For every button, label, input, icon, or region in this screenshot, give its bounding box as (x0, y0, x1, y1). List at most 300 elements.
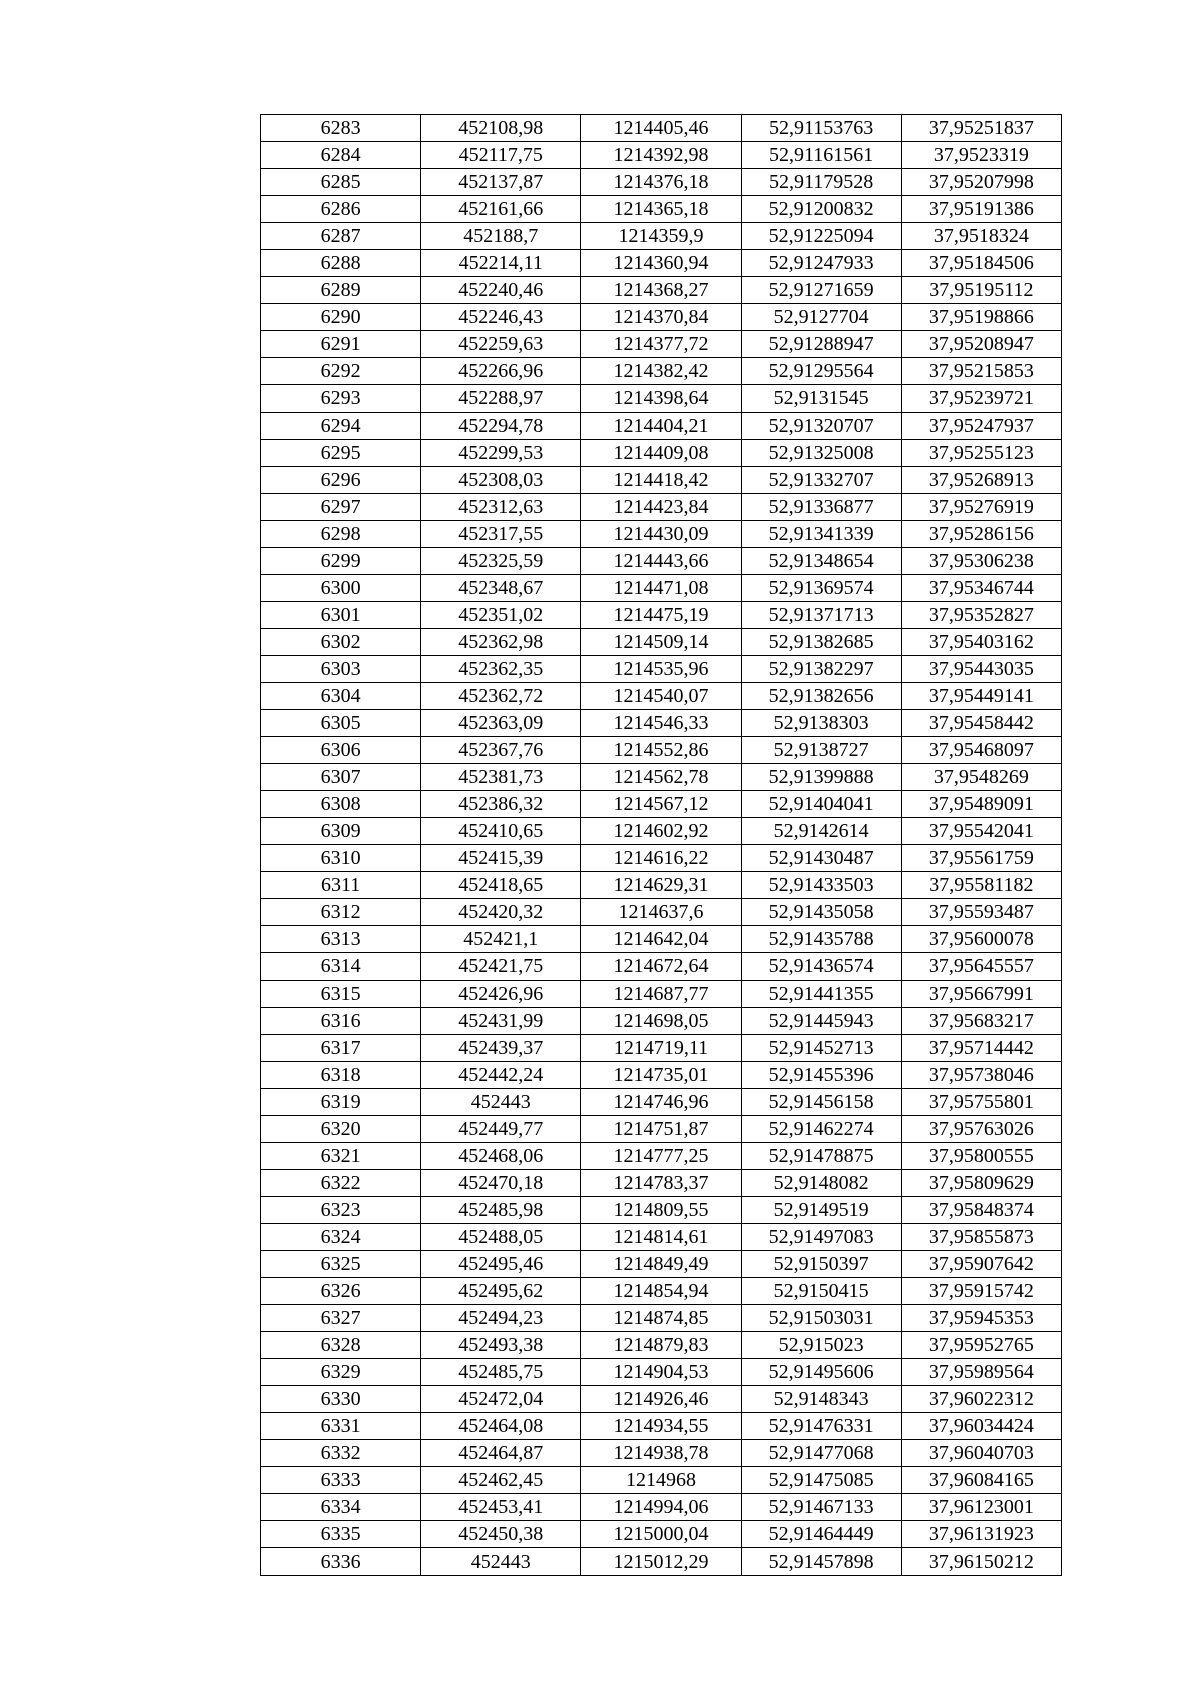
y-coordinate-cell: 1214552,86 (581, 737, 741, 764)
point-number-cell: 6322 (261, 1169, 421, 1196)
point-number-cell: 6310 (261, 845, 421, 872)
table-row (261, 250, 1062, 277)
longitude-cell: 37,95489091 (901, 791, 1061, 818)
table-row (261, 115, 1062, 142)
y-coordinate-cell: 1214562,78 (581, 764, 741, 791)
latitude-cell: 52,91452713 (741, 1034, 901, 1061)
point-number-cell: 6309 (261, 818, 421, 845)
longitude-cell: 37,95215853 (901, 358, 1061, 385)
point-number-cell: 6299 (261, 547, 421, 574)
table-row (261, 358, 1062, 385)
point-number-cell: 6324 (261, 1223, 421, 1250)
y-coordinate-cell: 1214376,18 (581, 169, 741, 196)
y-coordinate-cell: 1214874,85 (581, 1305, 741, 1332)
latitude-cell: 52,91404041 (741, 791, 901, 818)
table-row (261, 1521, 1062, 1548)
point-number-cell: 6319 (261, 1088, 421, 1115)
y-coordinate-cell: 1214809,55 (581, 1196, 741, 1223)
longitude-cell: 37,95848374 (901, 1196, 1061, 1223)
longitude-cell: 37,95239721 (901, 385, 1061, 412)
x-coordinate-cell: 452381,73 (421, 764, 581, 791)
latitude-cell: 52,91200832 (741, 196, 901, 223)
point-number-cell: 6283 (261, 115, 421, 142)
latitude-cell: 52,91456158 (741, 1088, 901, 1115)
longitude-cell: 37,95208947 (901, 331, 1061, 358)
y-coordinate-cell: 1214540,07 (581, 682, 741, 709)
x-coordinate-cell: 452485,98 (421, 1196, 581, 1223)
longitude-cell: 37,95952765 (901, 1332, 1061, 1359)
y-coordinate-cell: 1214849,49 (581, 1250, 741, 1277)
x-coordinate-cell: 452410,65 (421, 818, 581, 845)
x-coordinate-cell: 452362,72 (421, 682, 581, 709)
y-coordinate-cell: 1214430,09 (581, 520, 741, 547)
point-number-cell: 6290 (261, 304, 421, 331)
latitude-cell: 52,9148343 (741, 1386, 901, 1413)
x-coordinate-cell: 452362,98 (421, 628, 581, 655)
x-coordinate-cell: 452259,63 (421, 331, 581, 358)
point-number-cell: 6301 (261, 601, 421, 628)
point-number-cell: 6311 (261, 872, 421, 899)
latitude-cell: 52,91430487 (741, 845, 901, 872)
longitude-cell: 37,95346744 (901, 574, 1061, 601)
point-number-cell: 6327 (261, 1305, 421, 1332)
x-coordinate-cell: 452442,24 (421, 1061, 581, 1088)
longitude-cell: 37,95989564 (901, 1359, 1061, 1386)
point-number-cell: 6291 (261, 331, 421, 358)
point-number-cell: 6294 (261, 412, 421, 439)
latitude-cell: 52,91478875 (741, 1142, 901, 1169)
longitude-cell: 37,95352827 (901, 601, 1061, 628)
x-coordinate-cell: 452266,96 (421, 358, 581, 385)
point-number-cell: 6314 (261, 953, 421, 980)
point-number-cell: 6323 (261, 1196, 421, 1223)
latitude-cell: 52,91435788 (741, 926, 901, 953)
latitude-cell: 52,91464449 (741, 1521, 901, 1548)
latitude-cell: 52,91371713 (741, 601, 901, 628)
y-coordinate-cell: 1214629,31 (581, 872, 741, 899)
table-row (261, 1548, 1062, 1575)
point-number-cell: 6332 (261, 1440, 421, 1467)
table-row (261, 1440, 1062, 1467)
point-number-cell: 6334 (261, 1494, 421, 1521)
point-number-cell: 6321 (261, 1142, 421, 1169)
longitude-cell: 37,95645557 (901, 953, 1061, 980)
y-coordinate-cell: 1214377,72 (581, 331, 741, 358)
y-coordinate-cell: 1214751,87 (581, 1115, 741, 1142)
table-row (261, 277, 1062, 304)
latitude-cell: 52,91467133 (741, 1494, 901, 1521)
x-coordinate-cell: 452246,43 (421, 304, 581, 331)
x-coordinate-cell: 452386,32 (421, 791, 581, 818)
x-coordinate-cell: 452362,35 (421, 655, 581, 682)
latitude-cell: 52,91247933 (741, 250, 901, 277)
y-coordinate-cell: 1214746,96 (581, 1088, 741, 1115)
x-coordinate-cell: 452472,04 (421, 1386, 581, 1413)
table-row (261, 1007, 1062, 1034)
longitude-cell: 37,9518324 (901, 223, 1061, 250)
point-number-cell: 6312 (261, 899, 421, 926)
table-row (261, 845, 1062, 872)
table-row (261, 899, 1062, 926)
longitude-cell: 37,95306238 (901, 547, 1061, 574)
y-coordinate-cell: 1214854,94 (581, 1278, 741, 1305)
point-number-cell: 6303 (261, 655, 421, 682)
y-coordinate-cell: 1214382,42 (581, 358, 741, 385)
longitude-cell: 37,95855873 (901, 1223, 1061, 1250)
table-row (261, 1250, 1062, 1277)
y-coordinate-cell: 1214535,96 (581, 655, 741, 682)
x-coordinate-cell: 452426,96 (421, 980, 581, 1007)
table-row (261, 953, 1062, 980)
table-row (261, 169, 1062, 196)
point-number-cell: 6287 (261, 223, 421, 250)
y-coordinate-cell: 1214365,18 (581, 196, 741, 223)
table-row (261, 520, 1062, 547)
y-coordinate-cell: 1214777,25 (581, 1142, 741, 1169)
latitude-cell: 52,91271659 (741, 277, 901, 304)
y-coordinate-cell: 1214879,83 (581, 1332, 741, 1359)
x-coordinate-cell: 452108,98 (421, 115, 581, 142)
y-coordinate-cell: 1214616,22 (581, 845, 741, 872)
point-number-cell: 6307 (261, 764, 421, 791)
longitude-cell: 37,96150212 (901, 1548, 1061, 1575)
table-row (261, 1359, 1062, 1386)
latitude-cell: 52,9127704 (741, 304, 901, 331)
table-row (261, 1278, 1062, 1305)
table-row (261, 980, 1062, 1007)
point-number-cell: 6296 (261, 466, 421, 493)
y-coordinate-cell: 1214719,11 (581, 1034, 741, 1061)
point-number-cell: 6329 (261, 1359, 421, 1386)
table-row (261, 1142, 1062, 1169)
table-row (261, 872, 1062, 899)
point-number-cell: 6320 (261, 1115, 421, 1142)
table-row (261, 1413, 1062, 1440)
table-row (261, 1061, 1062, 1088)
latitude-cell: 52,91369574 (741, 574, 901, 601)
point-number-cell: 6336 (261, 1548, 421, 1575)
y-coordinate-cell: 1214637,6 (581, 899, 741, 926)
longitude-cell: 37,95443035 (901, 655, 1061, 682)
x-coordinate-cell: 452495,62 (421, 1278, 581, 1305)
y-coordinate-cell: 1214418,42 (581, 466, 741, 493)
x-coordinate-cell: 452288,97 (421, 385, 581, 412)
table-row (261, 142, 1062, 169)
x-coordinate-cell: 452137,87 (421, 169, 581, 196)
longitude-cell: 37,95714442 (901, 1034, 1061, 1061)
point-number-cell: 6298 (261, 520, 421, 547)
longitude-cell: 37,95276919 (901, 493, 1061, 520)
point-number-cell: 6289 (261, 277, 421, 304)
point-number-cell: 6292 (261, 358, 421, 385)
longitude-cell: 37,9548269 (901, 764, 1061, 791)
table-row (261, 655, 1062, 682)
latitude-cell: 52,9138303 (741, 710, 901, 737)
point-number-cell: 6285 (261, 169, 421, 196)
latitude-cell: 52,91503031 (741, 1305, 901, 1332)
coordinates-table-body (261, 115, 1062, 1576)
longitude-cell: 37,95800555 (901, 1142, 1061, 1169)
table-row (261, 1034, 1062, 1061)
table-row (261, 223, 1062, 250)
longitude-cell: 37,95268913 (901, 466, 1061, 493)
x-coordinate-cell: 452470,18 (421, 1169, 581, 1196)
x-coordinate-cell: 452240,46 (421, 277, 581, 304)
latitude-cell: 52,91332707 (741, 466, 901, 493)
x-coordinate-cell: 452494,23 (421, 1305, 581, 1332)
point-number-cell: 6286 (261, 196, 421, 223)
y-coordinate-cell: 1214368,27 (581, 277, 741, 304)
x-coordinate-cell: 452348,67 (421, 574, 581, 601)
longitude-cell: 37,95184506 (901, 250, 1061, 277)
x-coordinate-cell: 452418,65 (421, 872, 581, 899)
latitude-cell: 52,91382297 (741, 655, 901, 682)
coordinates-table (260, 114, 1062, 1576)
y-coordinate-cell: 1214994,06 (581, 1494, 741, 1521)
point-number-cell: 6318 (261, 1061, 421, 1088)
longitude-cell: 37,95247937 (901, 412, 1061, 439)
y-coordinate-cell: 1214672,64 (581, 953, 741, 980)
table-row (261, 1223, 1062, 1250)
point-number-cell: 6325 (261, 1250, 421, 1277)
table-row (261, 547, 1062, 574)
table-row (261, 196, 1062, 223)
y-coordinate-cell: 1214735,01 (581, 1061, 741, 1088)
longitude-cell: 37,95198866 (901, 304, 1061, 331)
x-coordinate-cell: 452495,46 (421, 1250, 581, 1277)
x-coordinate-cell: 452421,1 (421, 926, 581, 953)
latitude-cell: 52,91399888 (741, 764, 901, 791)
table-row (261, 628, 1062, 655)
table-row (261, 1305, 1062, 1332)
table-row (261, 466, 1062, 493)
point-number-cell: 6328 (261, 1332, 421, 1359)
y-coordinate-cell: 1214404,21 (581, 412, 741, 439)
x-coordinate-cell: 452462,45 (421, 1467, 581, 1494)
latitude-cell: 52,91225094 (741, 223, 901, 250)
table-row (261, 574, 1062, 601)
point-number-cell: 6330 (261, 1386, 421, 1413)
x-coordinate-cell: 452363,09 (421, 710, 581, 737)
x-coordinate-cell: 452449,77 (421, 1115, 581, 1142)
latitude-cell: 52,91382656 (741, 682, 901, 709)
latitude-cell: 52,91495606 (741, 1359, 901, 1386)
longitude-cell: 37,95763026 (901, 1115, 1061, 1142)
table-row (261, 1494, 1062, 1521)
longitude-cell: 37,95191386 (901, 196, 1061, 223)
latitude-cell: 52,91382685 (741, 628, 901, 655)
table-row (261, 1386, 1062, 1413)
latitude-cell: 52,91477068 (741, 1440, 901, 1467)
latitude-cell: 52,91288947 (741, 331, 901, 358)
point-number-cell: 6293 (261, 385, 421, 412)
latitude-cell: 52,91497083 (741, 1223, 901, 1250)
y-coordinate-cell: 1214698,05 (581, 1007, 741, 1034)
latitude-cell: 52,91445943 (741, 1007, 901, 1034)
table-row (261, 1115, 1062, 1142)
latitude-cell: 52,9142614 (741, 818, 901, 845)
longitude-cell: 37,95667991 (901, 980, 1061, 1007)
longitude-cell: 37,95593487 (901, 899, 1061, 926)
latitude-cell: 52,9149519 (741, 1196, 901, 1223)
longitude-cell: 37,95286156 (901, 520, 1061, 547)
y-coordinate-cell: 1214443,66 (581, 547, 741, 574)
y-coordinate-cell: 1214370,84 (581, 304, 741, 331)
x-coordinate-cell: 452117,75 (421, 142, 581, 169)
longitude-cell: 37,96040703 (901, 1440, 1061, 1467)
table-row (261, 1169, 1062, 1196)
point-number-cell: 6305 (261, 710, 421, 737)
y-coordinate-cell: 1214423,84 (581, 493, 741, 520)
x-coordinate-cell: 452367,76 (421, 737, 581, 764)
table-row (261, 304, 1062, 331)
latitude-cell: 52,91457898 (741, 1548, 901, 1575)
longitude-cell: 37,95207998 (901, 169, 1061, 196)
latitude-cell: 52,91161561 (741, 142, 901, 169)
y-coordinate-cell: 1214409,08 (581, 439, 741, 466)
y-coordinate-cell: 1214934,55 (581, 1413, 741, 1440)
y-coordinate-cell: 1214567,12 (581, 791, 741, 818)
longitude-cell: 37,95738046 (901, 1061, 1061, 1088)
longitude-cell: 37,95542041 (901, 818, 1061, 845)
latitude-cell: 52,91475085 (741, 1467, 901, 1494)
latitude-cell: 52,9138727 (741, 737, 901, 764)
x-coordinate-cell: 452415,39 (421, 845, 581, 872)
latitude-cell: 52,91436574 (741, 953, 901, 980)
table-row (261, 601, 1062, 628)
table-row (261, 1332, 1062, 1359)
latitude-cell: 52,91320707 (741, 412, 901, 439)
latitude-cell: 52,9148082 (741, 1169, 901, 1196)
y-coordinate-cell: 1214814,61 (581, 1223, 741, 1250)
point-number-cell: 6335 (261, 1521, 421, 1548)
y-coordinate-cell: 1214783,37 (581, 1169, 741, 1196)
longitude-cell: 37,95195112 (901, 277, 1061, 304)
x-coordinate-cell: 452453,41 (421, 1494, 581, 1521)
latitude-cell: 52,9131545 (741, 385, 901, 412)
point-number-cell: 6313 (261, 926, 421, 953)
point-number-cell: 6331 (261, 1413, 421, 1440)
latitude-cell: 52,91433503 (741, 872, 901, 899)
y-coordinate-cell: 1214360,94 (581, 250, 741, 277)
x-coordinate-cell: 452317,55 (421, 520, 581, 547)
x-coordinate-cell: 452443 (421, 1088, 581, 1115)
table-row (261, 493, 1062, 520)
longitude-cell: 37,95809629 (901, 1169, 1061, 1196)
x-coordinate-cell: 452485,75 (421, 1359, 581, 1386)
y-coordinate-cell: 1214602,92 (581, 818, 741, 845)
latitude-cell: 52,91441355 (741, 980, 901, 1007)
y-coordinate-cell: 1214475,19 (581, 601, 741, 628)
y-coordinate-cell: 1214687,77 (581, 980, 741, 1007)
point-number-cell: 6306 (261, 737, 421, 764)
latitude-cell: 52,91455396 (741, 1061, 901, 1088)
point-number-cell: 6300 (261, 574, 421, 601)
longitude-cell: 37,95468097 (901, 737, 1061, 764)
table-row (261, 331, 1062, 358)
x-coordinate-cell: 452188,7 (421, 223, 581, 250)
table-row (261, 1088, 1062, 1115)
x-coordinate-cell: 452308,03 (421, 466, 581, 493)
table-row (261, 818, 1062, 845)
x-coordinate-cell: 452351,02 (421, 601, 581, 628)
y-coordinate-cell: 1215012,29 (581, 1548, 741, 1575)
table-row (261, 412, 1062, 439)
latitude-cell: 52,91341339 (741, 520, 901, 547)
x-coordinate-cell: 452450,38 (421, 1521, 581, 1548)
longitude-cell: 37,95683217 (901, 1007, 1061, 1034)
table-row (261, 710, 1062, 737)
point-number-cell: 6316 (261, 1007, 421, 1034)
table-row (261, 737, 1062, 764)
y-coordinate-cell: 1214904,53 (581, 1359, 741, 1386)
longitude-cell: 37,96084165 (901, 1467, 1061, 1494)
latitude-cell: 52,91295564 (741, 358, 901, 385)
longitude-cell: 37,95561759 (901, 845, 1061, 872)
longitude-cell: 37,96022312 (901, 1386, 1061, 1413)
y-coordinate-cell: 1214968 (581, 1467, 741, 1494)
longitude-cell: 37,96131923 (901, 1521, 1061, 1548)
y-coordinate-cell: 1214546,33 (581, 710, 741, 737)
point-number-cell: 6326 (261, 1278, 421, 1305)
longitude-cell: 37,95907642 (901, 1250, 1061, 1277)
x-coordinate-cell: 452468,06 (421, 1142, 581, 1169)
table-row (261, 385, 1062, 412)
x-coordinate-cell: 452421,75 (421, 953, 581, 980)
point-number-cell: 6288 (261, 250, 421, 277)
x-coordinate-cell: 452299,53 (421, 439, 581, 466)
longitude-cell: 37,95581182 (901, 872, 1061, 899)
longitude-cell: 37,95915742 (901, 1278, 1061, 1305)
longitude-cell: 37,95458442 (901, 710, 1061, 737)
table-row (261, 1196, 1062, 1223)
x-coordinate-cell: 452493,38 (421, 1332, 581, 1359)
longitude-cell: 37,96034424 (901, 1413, 1061, 1440)
y-coordinate-cell: 1214471,08 (581, 574, 741, 601)
latitude-cell: 52,9150397 (741, 1250, 901, 1277)
table-row (261, 682, 1062, 709)
y-coordinate-cell: 1214926,46 (581, 1386, 741, 1413)
longitude-cell: 37,95600078 (901, 926, 1061, 953)
y-coordinate-cell: 1215000,04 (581, 1521, 741, 1548)
table-row (261, 439, 1062, 466)
x-coordinate-cell: 452464,87 (421, 1440, 581, 1467)
x-coordinate-cell: 452420,32 (421, 899, 581, 926)
x-coordinate-cell: 452431,99 (421, 1007, 581, 1034)
latitude-cell: 52,91435058 (741, 899, 901, 926)
x-coordinate-cell: 452464,08 (421, 1413, 581, 1440)
table-row (261, 764, 1062, 791)
x-coordinate-cell: 452214,11 (421, 250, 581, 277)
point-number-cell: 6284 (261, 142, 421, 169)
x-coordinate-cell: 452439,37 (421, 1034, 581, 1061)
y-coordinate-cell: 1214642,04 (581, 926, 741, 953)
longitude-cell: 37,95755801 (901, 1088, 1061, 1115)
point-number-cell: 6297 (261, 493, 421, 520)
longitude-cell: 37,95403162 (901, 628, 1061, 655)
longitude-cell: 37,95449141 (901, 682, 1061, 709)
latitude-cell: 52,91336877 (741, 493, 901, 520)
table-row (261, 791, 1062, 818)
latitude-cell: 52,91462274 (741, 1115, 901, 1142)
x-coordinate-cell: 452325,59 (421, 547, 581, 574)
longitude-cell: 37,95251837 (901, 115, 1061, 142)
x-coordinate-cell: 452443 (421, 1548, 581, 1575)
table-row (261, 926, 1062, 953)
point-number-cell: 6333 (261, 1467, 421, 1494)
latitude-cell: 52,91179528 (741, 169, 901, 196)
longitude-cell: 37,95945353 (901, 1305, 1061, 1332)
